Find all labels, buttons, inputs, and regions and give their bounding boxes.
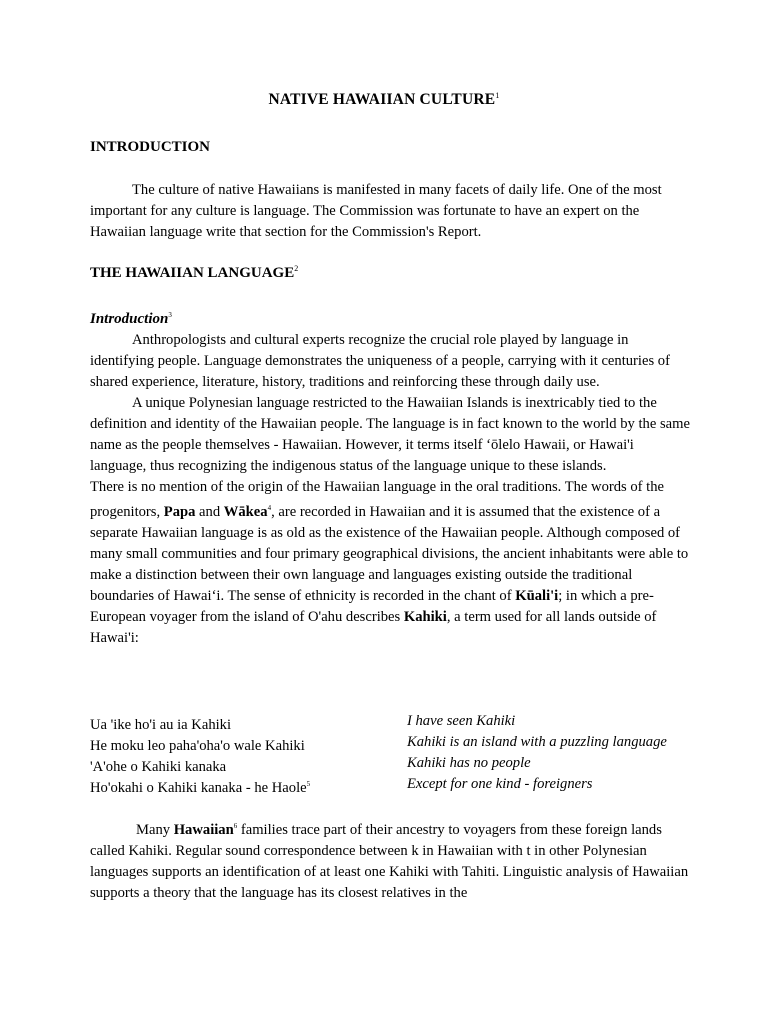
paragraph-ancestry [90,816,690,904]
intro-paragraph: The culture of native Hawaiians is manifested in many facets of daily life. One of the most important for any culture is language. The Commission was fortunate to have an expert on the Hawaiian language write that section for the Commission's Report. [90,182,662,240]
introduction-subheading [90,311,172,328]
chant-hawaiian-text: He moku leo paha'oha'o wale Kahiki [90,737,305,754]
paragraph-polynesian-language: A unique Polynesian language restricted to the Hawaiian Islands is inextricably tied to the definition and identity of the Hawaiian people. The language is in fact known to the world by the same name as the people themselves - Hawaiian. However, it terms itself ʻōlelo Hawaii, or Hawai'i language, thus recognizing the indigenous status of the language unique to these islands. [90,395,690,474]
p3-text-and: and [195,503,224,520]
p4-text-b: families trace part of their ancestry to voyagers from these foreign lands called Kahiki. Regular sound correspondence between k in Hawaiian with t in other Polynesian languages supports an identification of at least one Kahiki with Tahiti. Linguistic analysis of Hawaiian supports a theory that the language has its closest relatives in the [90,821,689,901]
subheading-text: Introduction [90,311,169,327]
chant-hawaiian-text: Ua 'ike ho'i au ia Kahiki [90,716,232,733]
chant-hawaiian-text: 'A'ohe o Kahiki kanaka [90,758,227,775]
chant-english: Kahiki is an island with a puzzling language [407,734,667,750]
language-heading-text: THE HAWAIIAN LANGUAGE [90,265,295,281]
term-papa: Papa [163,503,196,520]
term-kualii: Kūali'i [515,587,559,604]
p3-text-b: , are recorded in Hawaiian and it is assumed that the existence of a separate Hawaiian language is as old as the existence of the Hawaiian people. Although composed of many small communities and four primary geographical divisions, the ancient inhabitants were able to make a distinction between their own language and languages existing outside the traditional boundaries of Hawaiʻi. The sense of ethnicity is recorded in the chant of [90,503,689,604]
term-kahiki: Kahiki [403,608,447,625]
chant-hawaiian [90,774,407,795]
title-text: NATIVE HAWAIIAN CULTURE [268,91,496,109]
chant-footnote: 5 [306,780,311,788]
term-hawaiian: Hawaiian [173,821,234,838]
chant-hawaiian-text: Ho'okahi o Kahiki kanaka - he Haole [90,779,307,796]
p3-text-c: ; in which a pre-European voyager from the island of O'ahu describes [90,587,654,625]
paragraph-origin [90,477,690,649]
document-title [0,91,768,109]
language-heading-footnote: 2 [294,264,299,273]
paragraph-anthropologists: Anthropologists and cultural experts recognize the crucial role played by language in identifying people. Language demonstrates the uniqueness of a people, carrying with it centuries of shared experience, literature, history, traditions and reinforcing these through daily use. [90,332,670,390]
p3-text-a: There is no mention of the origin of the Hawaiian language in the oral traditions. The words of the progenitors, [90,479,665,520]
intro-paragraph-block [90,180,690,243]
chant-line [90,774,710,795]
chant-line [90,711,710,732]
chant-hawaiian [90,711,407,732]
chant-english: I have seen Kahiki [407,713,516,729]
footnote-marker-6: 6 [233,822,238,830]
chant-line [90,732,710,753]
chant-english: Except for one kind - foreigners [407,776,593,792]
introduction-heading: INTRODUCTION [90,139,211,155]
language-heading [90,264,298,282]
chant-line [90,753,710,774]
chant-table [90,711,710,795]
term-wakea: Wākea [223,503,268,520]
body-paragraphs [90,330,690,649]
p4-text-a: Many [136,821,174,838]
closing-paragraph-block [90,816,690,904]
chant-hawaiian [90,732,407,753]
title-footnote-marker: 1 [495,91,500,100]
footnote-marker-4: 4 [267,504,272,512]
chant-hawaiian [90,753,407,774]
subheading-footnote: 3 [168,311,172,319]
chant-english: Kahiki has no people [407,755,531,771]
p3-text-d: , a term used for all lands outside of Hawai'i: [90,608,657,646]
